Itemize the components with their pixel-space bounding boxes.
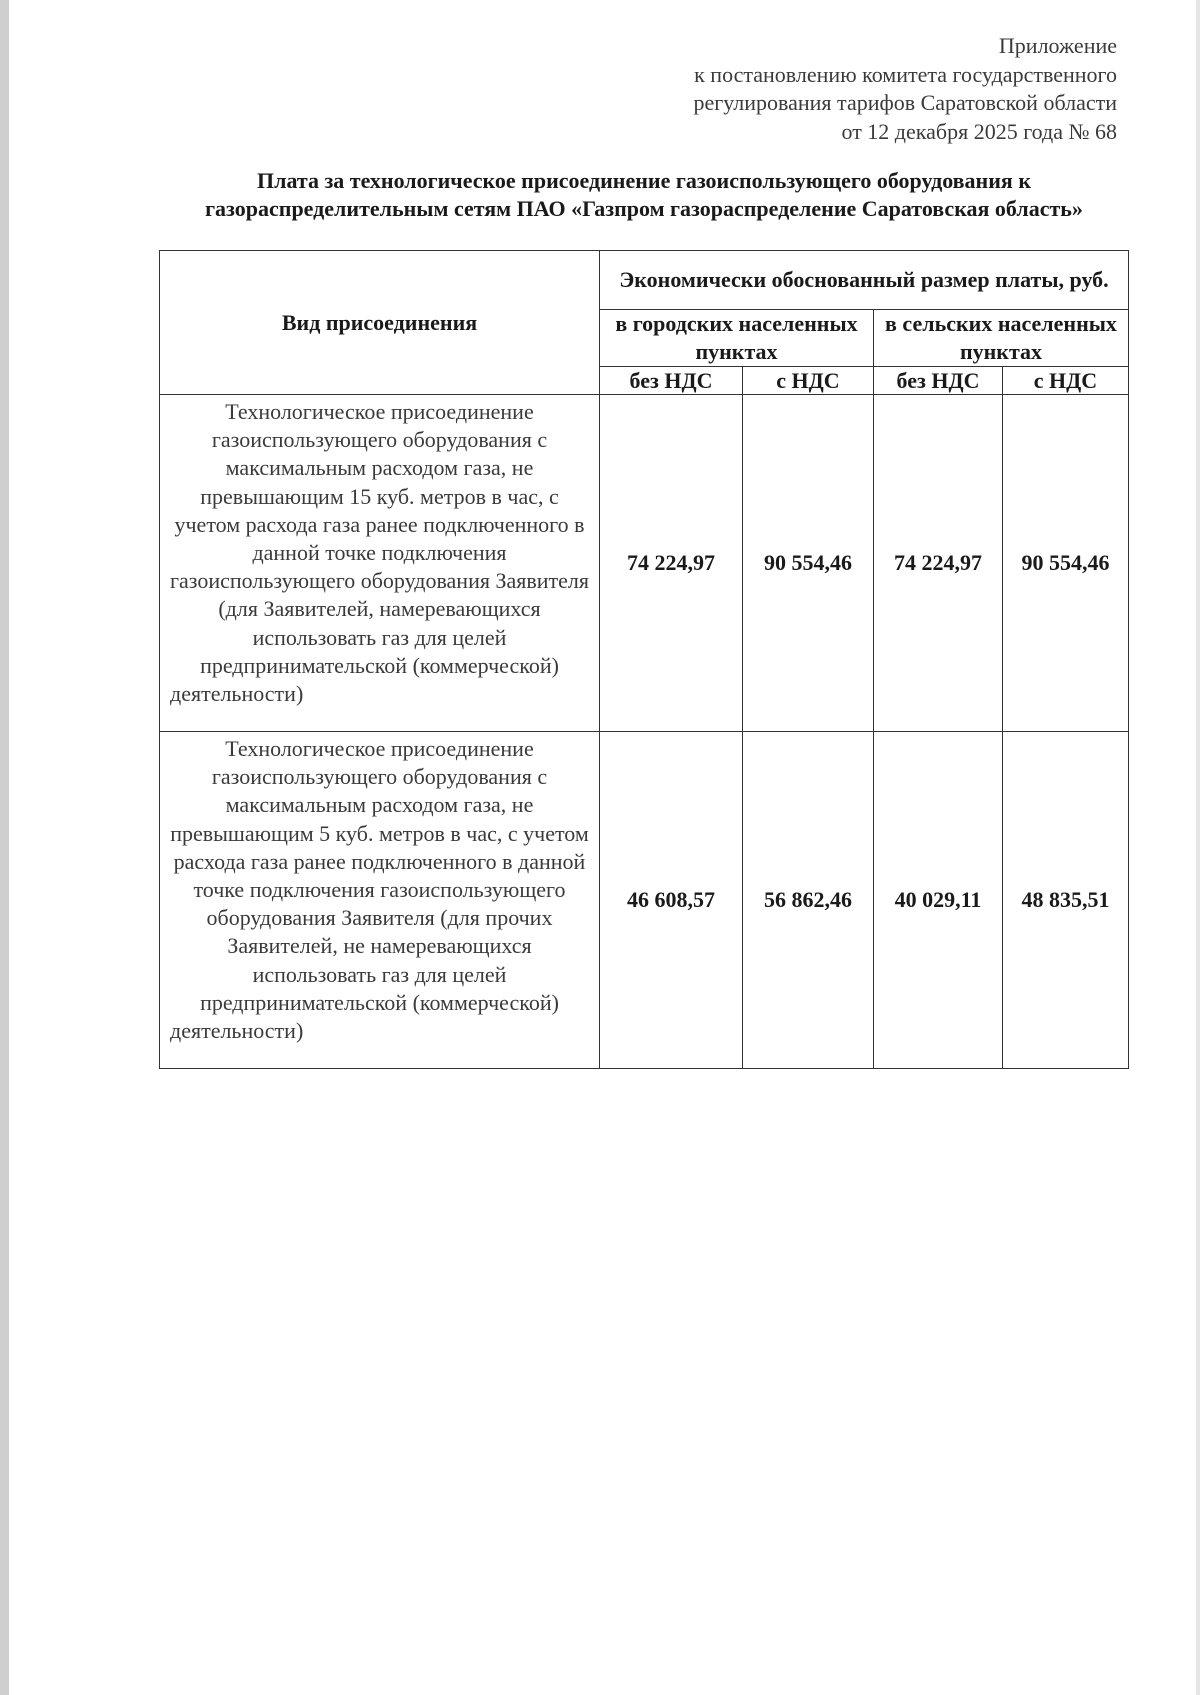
header-urban: в городских населенных пунктах [600, 310, 874, 367]
document-title: Плата за технологическое присоединение газоиспользующего оборудования к газораспределительным сетям ПАО «Газпром газораспределение Саратовская область» [205, 168, 1083, 221]
cell-rural-vat: 48 835,51 [1003, 732, 1129, 1069]
row-description: Технологическое присоединение газоиспользующего оборудования с максимальным расходом газа, не превышающим 15 куб. метров в час, с учетом расхода газа ранее подключенного в данной точке подключения газоиспользующего оборудования Заявителя (для Заявителей, намеревающихся использовать газ для целей предпринимательской (коммерческой) деятельности) [160, 395, 600, 732]
cell-urban-no-vat: 46 608,57 [600, 732, 743, 1069]
attachment-header [693, 32, 1117, 146]
scan-right-edge [1196, 0, 1200, 1695]
table-row [160, 732, 1129, 1069]
header-rural-vat: с НДС [1003, 367, 1129, 395]
attachment-line: Приложение [998, 33, 1117, 58]
scan-left-edge [0, 0, 9, 1695]
row-description: Технологическое присоединение газоиспользующего оборудования с максимальным расходом газа, не превышающим 5 куб. метров в час, с учетом расхода газа ранее подключенного в данной точке подключения газоиспользующего оборудования Заявителя (для прочих Заявителей, не намеревающихся использовать газ для целей предпринимательской (коммерческой) деятельности) [160, 732, 600, 1069]
header-rural: в сельских населенных пунктах [874, 310, 1129, 367]
header-urban-vat: с НДС [743, 367, 874, 395]
cell-rural-no-vat: 40 029,11 [874, 732, 1003, 1069]
attachment-line: от 12 декабря 2025 года № 68 [841, 118, 1117, 144]
header-urban-no-vat: без НДС [600, 367, 743, 395]
header-fee: Экономически обоснованный размер платы, руб. [600, 251, 1129, 310]
table-row [160, 395, 1129, 732]
cell-rural-vat: 90 554,46 [1003, 395, 1129, 732]
header-row [160, 251, 1129, 310]
cell-rural-no-vat: 74 224,97 [874, 395, 1003, 732]
header-connection-type: Вид присоединения [160, 251, 600, 395]
tariff-table [159, 250, 1129, 1069]
attachment-line: регулирования тарифов Саратовской области [693, 90, 1117, 115]
cell-urban-no-vat: 74 224,97 [600, 395, 743, 732]
cell-urban-vat: 90 554,46 [743, 395, 874, 732]
cell-urban-vat: 56 862,46 [743, 732, 874, 1069]
attachment-line: к постановлению комитета государственного [694, 61, 1117, 87]
header-rural-no-vat: без НДС [874, 367, 1003, 395]
